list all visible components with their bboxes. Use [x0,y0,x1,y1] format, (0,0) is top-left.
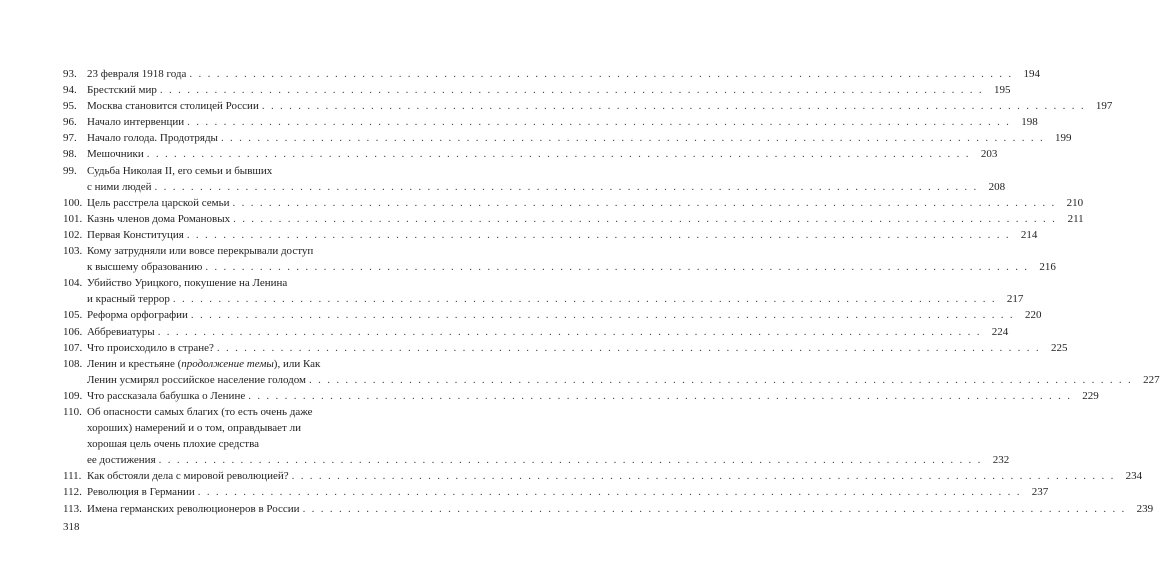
entry-page: 234 [1125,470,1143,483]
entry-page: 210 [1066,196,1084,209]
toc-entry [63,404,1010,468]
entry-title-line: Ленин и крестьяне (продолжение темы), или Как [87,357,321,370]
entry-page: 216 [1039,261,1056,274]
entry-page: 224 [991,325,1009,338]
entry-number: 108. [63,357,83,370]
entry-page: 237 [1031,486,1049,499]
toc-entry [63,66,1040,82]
dot-leader [187,114,1011,130]
entry-title: Что рассказала бабушка о Ленине [87,389,246,402]
entry-title-line: Об опасности самых благих (то есть очень даже [87,405,313,418]
entry-title: Революция в Германии [87,486,195,499]
entry-title: Что происходило в стране? [87,341,214,354]
entry-title: с ними людей [87,180,152,193]
entry-page: 199 [1055,132,1072,145]
entry-page: 239 [1136,502,1154,515]
entry-title: Реформа орфографии [87,309,188,322]
entry-number: 96. [63,116,77,129]
entry-page: 194 [1023,68,1040,80]
dot-leader [147,146,971,162]
dot-leader [155,179,979,195]
entry-title: Как обстояли дела с мировой революцией? [87,470,289,483]
dot-leader [173,291,997,307]
entry-page: 225 [1050,341,1068,354]
dot-leader [191,307,1015,323]
entry-number: 98. [63,148,77,161]
page-number: 318 [63,521,80,533]
toc-entry [63,98,1113,114]
dot-leader [217,340,1041,356]
entry-number: 94. [63,84,77,97]
toc-entry [63,227,1038,243]
entry-number: 95. [63,100,77,113]
toc-entry [63,243,1056,275]
toc-entry [63,356,1160,388]
entry-number: 109. [63,389,83,402]
entry-title: Цель расстрела царской семьи [87,196,230,209]
entry-page: 208 [988,180,1006,193]
entry-number: 113. [63,502,82,515]
dot-leader [221,130,1045,146]
entry-page: 211 [1067,212,1084,225]
toc-entry [63,114,1038,130]
dot-leader [292,468,1116,484]
entry-number: 101. [63,212,83,225]
entry-title: и красный террор [87,293,170,306]
entry-title: Первая Конституция [87,228,184,241]
toc-entry [63,501,1154,517]
entry-title: Начало интервенции [87,116,185,129]
dot-leader [158,324,982,340]
dot-leader [262,98,1086,114]
entry-page: 203 [980,148,998,161]
dot-leader [160,82,984,98]
toc-entry [63,468,1143,484]
dot-leader [159,452,983,468]
entry-title: Москва становится столицей России [87,100,259,113]
dot-leader [198,484,1022,500]
toc-entry [63,211,1084,227]
entry-number: 103. [63,245,83,258]
entry-title: Мешочники [87,148,144,161]
entry-number: 99. [63,164,77,177]
entry-title: Имена германских революционеров в России [87,502,300,515]
toc-entry [63,388,1099,404]
toc-entry [63,195,1084,211]
toc-entry [63,146,998,162]
entry-page: 229 [1082,389,1099,402]
toc-entry [63,82,1011,98]
entry-title: 23 февраля 1918 года [87,68,187,80]
entry-page: 220 [1024,309,1042,322]
entry-title: Аббревиатуры [87,325,155,338]
entry-number: 100. [63,196,83,209]
entry-page: 195 [993,84,1011,97]
entry-page: 214 [1020,228,1038,241]
entry-number: 107. [63,341,83,354]
dot-leader [205,259,1029,275]
entry-number: 104. [63,277,83,290]
dot-leader [303,501,1127,517]
entry-number: 102. [63,228,83,241]
entry-page: 227 [1143,373,1160,386]
entry-number: 97. [63,132,77,145]
toc-entry [63,163,1006,195]
entry-title: ее достижения [87,454,156,467]
entry-title-line: хороших) намерений и о том, оправдывает ли [87,422,301,435]
dot-leader [248,388,1072,404]
toc-entry [63,307,1042,323]
dot-leader [189,66,1013,82]
entry-page: 197 [1095,100,1113,113]
toc-entry [63,340,1068,356]
entry-number: 110. [63,405,82,418]
entry-title-line: Кому затрудняли или вовсе перекрывали доступ [87,245,314,258]
toc-entry [63,275,1024,307]
entry-number: 105. [63,309,83,322]
toc-entry [63,130,1072,146]
dot-leader [309,372,1133,388]
entry-number: 111. [63,470,82,483]
entry-number: 93. [63,68,77,80]
entry-title: Начало голода. Продотряды [87,132,218,145]
entry-title-line: Судьба Николая II, его семьи и бывших [87,164,273,177]
entry-title: к высшему образованию [87,261,203,274]
entry-page: 217 [1006,293,1024,306]
dot-leader [233,195,1057,211]
entry-title: Ленин усмирял российское население голодом [87,373,307,386]
entry-page: 232 [992,454,1010,467]
toc-entry [63,324,1009,340]
entry-page: 198 [1021,116,1038,129]
entry-title: Брестский мир [87,84,157,97]
entry-title-line: хорошая цель очень плохие средства [87,438,260,451]
entry-number: 112. [63,486,82,499]
toc-entry [63,484,1049,500]
table-of-contents [63,66,1160,517]
entry-title: Казнь членов дома Романовых [87,212,231,225]
dot-leader [233,211,1057,227]
dot-leader [187,227,1011,243]
entry-number: 106. [63,325,83,338]
entry-title-line: Убийство Урицкого, покушение на Ленина [87,277,288,290]
